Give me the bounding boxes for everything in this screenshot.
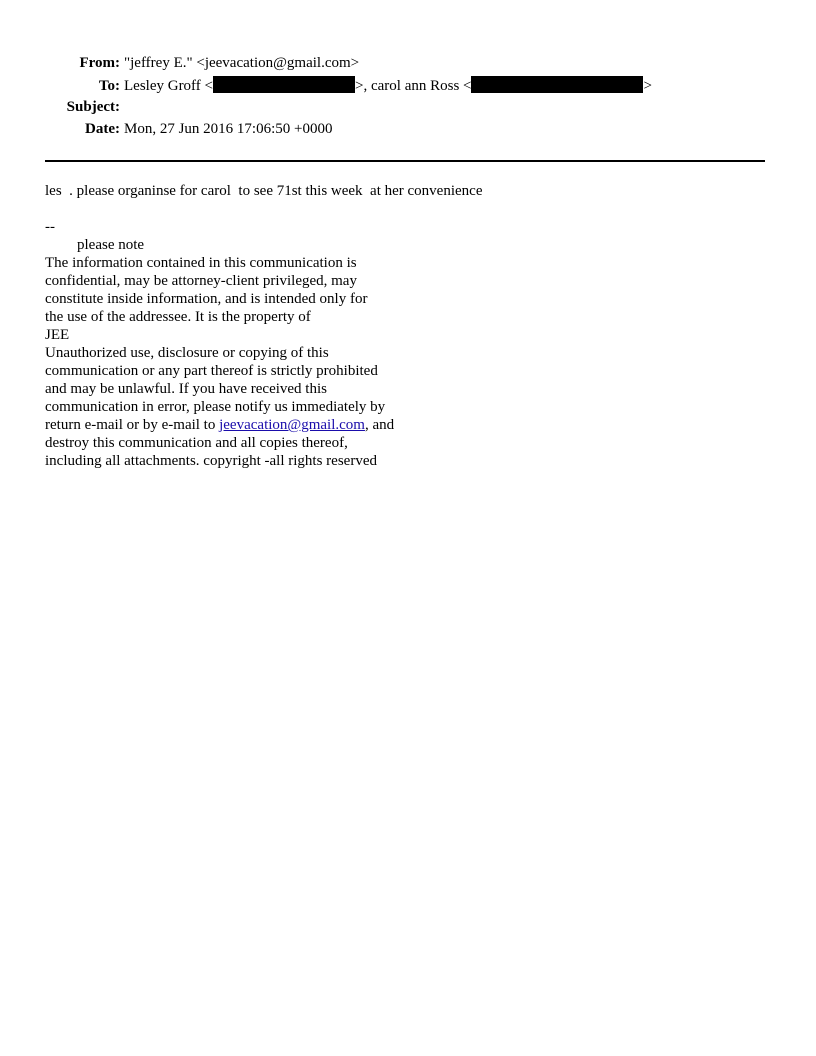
disclaimer-line: confidential, may be attorney-client privileged, may bbox=[45, 273, 357, 289]
subject-label: Subject: bbox=[66, 99, 120, 115]
date-row bbox=[0, 120, 332, 138]
disclaimer-line: destroy this communication and all copies thereof, bbox=[45, 435, 348, 451]
message-body: les . please organinse for carol to see 71st this week at her convenience bbox=[45, 183, 483, 199]
date-label: Date: bbox=[85, 121, 120, 137]
disclaimer-lines-a bbox=[45, 254, 394, 416]
disclaimer-line: communication or any part thereof is strictly prohibited bbox=[45, 363, 378, 379]
from-row bbox=[0, 54, 359, 72]
redaction-box-1 bbox=[213, 76, 355, 93]
from-label: From: bbox=[79, 55, 120, 71]
disclaimer-line: The information contained in this communication is bbox=[45, 255, 357, 271]
to-end: > bbox=[643, 78, 652, 94]
return-line bbox=[45, 416, 394, 434]
disclaimer-line: Unauthorized use, disclosure or copying of this bbox=[45, 345, 329, 361]
disclaimer-line: the use of the addressee. It is the property of bbox=[45, 309, 311, 325]
disclaimer-line: constitute inside information, and is intended only for bbox=[45, 291, 368, 307]
disclaimer-line: JEE bbox=[45, 327, 70, 343]
to-label: To: bbox=[98, 78, 120, 94]
to-row bbox=[0, 76, 652, 95]
return-suffix: , and bbox=[364, 417, 395, 433]
subject-row bbox=[0, 98, 124, 116]
disclaimer-line: including all attachments. copyright -all rights reserved bbox=[45, 453, 377, 469]
return-prefix: return e-mail or by e-mail to bbox=[45, 417, 220, 433]
to-recipient-1: Lesley Groff < bbox=[124, 78, 213, 94]
signature-dashes: -- bbox=[45, 219, 55, 235]
to-separator: >, carol ann Ross < bbox=[355, 78, 472, 94]
from-value: "jeffrey E." <jeevacation@gmail.com> bbox=[124, 55, 360, 71]
disclaimer-line: and may be unlawful. If you have received this bbox=[45, 381, 327, 397]
redaction-box-2 bbox=[471, 76, 643, 93]
signature-block bbox=[45, 218, 394, 470]
email-link[interactable]: jeevacation@gmail.com bbox=[219, 417, 365, 433]
disclaimer-line: communication in error, please notify us immediately by bbox=[45, 399, 386, 415]
header-divider bbox=[45, 160, 765, 162]
date-value: Mon, 27 Jun 2016 17:06:50 +0000 bbox=[124, 121, 333, 137]
signature-note: please note bbox=[77, 237, 145, 253]
disclaimer-lines-b bbox=[45, 434, 394, 470]
